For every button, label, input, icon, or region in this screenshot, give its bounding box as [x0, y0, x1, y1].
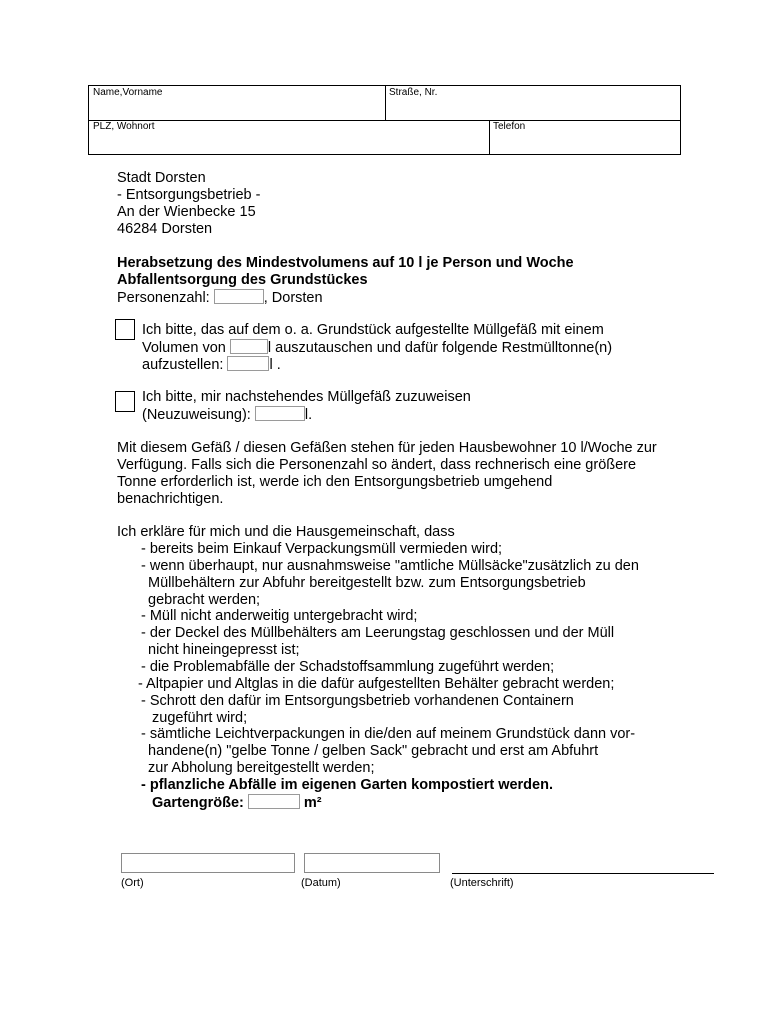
declaration-item: - der Deckel des Müllbehälters am Leerungstag geschlossen und der Müll [141, 625, 615, 641]
name-label: Name,Vorname [93, 87, 163, 98]
garden-size-line [152, 794, 322, 812]
info-paragraph-line: Tonne erforderlich ist, werde ich den Entsorgungsbetrieb umgehend [117, 474, 553, 490]
info-paragraph-line: Mit diesem Gefäß / diesen Gefäßen stehen für jeden Hausbewohner 10 l/Woche zur [117, 440, 657, 456]
declaration-item: - die Problemabfälle der Schadstoffsammlung zugeführt werden; [141, 659, 555, 675]
info-paragraph-line: Verfügung. Falls sich die Personenzahl so ändert, dass rechnerisch eine größere [117, 457, 637, 473]
signature-line[interactable] [452, 873, 714, 874]
setup-label: aufzustellen: [142, 357, 224, 373]
subject-subtitle: Abfallentsorgung des Grundstückes [117, 272, 368, 288]
option1-text: l auszutauschen und dafür folgende Restmülltonne(n) [267, 340, 613, 356]
garden-size-input[interactable] [248, 794, 300, 809]
declaration-item: zur Abholung bereitgestellt werden; [148, 760, 375, 776]
date-label: (Datum) [301, 877, 341, 889]
declaration-item: - Altpapier und Altglas in die dafür aufgestellten Behälter gebracht werden; [138, 676, 615, 692]
persons-suffix: , Dorsten [263, 290, 323, 306]
recipient-line: 46284 Dorsten [117, 221, 213, 237]
recipient-line: - Entsorgungsbetrieb - [117, 187, 261, 203]
declaration-item: - Schrott den dafür im Entsorgungsbetrieb vorhandenen Containern [141, 693, 574, 709]
declaration-item: Müllbehältern zur Abfuhr bereitgestellt bzw. zum Entsorgungsbetrieb [148, 575, 586, 591]
declaration-item: - bereits beim Einkauf Verpackungsmüll vermieden wird; [141, 541, 503, 557]
street-label: Straße, Nr. [389, 87, 438, 98]
declaration-item: zugeführt wird; [152, 710, 248, 726]
recipient-line: An der Wienbecke 15 [117, 204, 256, 220]
option2-line: Ich bitte, mir nachstehendes Müllgefäß zuzuweisen [142, 389, 471, 405]
option1-line: Ich bitte, das auf dem o. a. Grundstück aufgestellte Müllgefäß mit einem [142, 322, 604, 338]
new-volume-input[interactable] [255, 406, 305, 421]
name-field[interactable] [89, 98, 384, 118]
plz-field[interactable] [89, 133, 488, 153]
declaration-item: handene(n) "gelbe Tonne / gelben Sack" gebracht und erst am Abfuhrt [148, 743, 599, 759]
setup-volume-input[interactable] [227, 356, 269, 371]
persons-line [117, 289, 323, 307]
persons-input[interactable] [214, 289, 264, 304]
option1-line [142, 356, 281, 374]
new-volume-unit: l. [304, 407, 313, 423]
phone-field[interactable] [490, 133, 680, 153]
declaration-item: - sämtliche Leichtverpackungen in die/den auf meinem Grundstück dann vor- [141, 726, 636, 742]
subject-title: Herabsetzung des Mindestvolumens auf 10 l je Person und Woche [117, 255, 574, 271]
option-exchange-checkbox[interactable] [115, 319, 135, 340]
declaration-item: gebracht werden; [148, 592, 261, 608]
garden-size-unit: m² [303, 795, 322, 811]
street-field[interactable] [386, 98, 680, 118]
place-label: (Ort) [121, 877, 144, 889]
place-input[interactable] [121, 853, 295, 873]
garden-size-label: Gartengröße: [152, 795, 244, 811]
recipient-line: Stadt Dorsten [117, 170, 206, 186]
volume-input[interactable] [230, 339, 268, 354]
info-paragraph-line: benachrichtigen. [117, 491, 224, 507]
phone-label: Telefon [493, 121, 526, 132]
new-assign-label: (Neuzuweisung): [142, 407, 251, 423]
persons-label: Personenzahl: [117, 290, 210, 306]
option2-line [142, 406, 312, 424]
volume-label: Volumen von [142, 340, 226, 356]
declaration-item: nicht hineingepresst ist; [148, 642, 300, 658]
option1-line [142, 339, 612, 357]
declaration-item: - Müll nicht anderweitig untergebracht wird; [141, 608, 418, 624]
declaration-intro: Ich erkläre für mich und die Hausgemeinschaft, dass [117, 524, 455, 540]
signature-label: (Unterschrift) [450, 877, 514, 889]
setup-unit: l . [269, 357, 281, 373]
date-input[interactable] [304, 853, 440, 873]
option-new-checkbox[interactable] [115, 391, 135, 412]
plz-label: PLZ, Wohnort [93, 121, 155, 132]
declaration-item: - wenn überhaupt, nur ausnahmsweise "amtliche Müllsäcke"zusätzlich zu den [141, 558, 639, 574]
compost-item: - pflanzliche Abfälle im eigenen Garten kompostiert werden. [141, 777, 553, 793]
